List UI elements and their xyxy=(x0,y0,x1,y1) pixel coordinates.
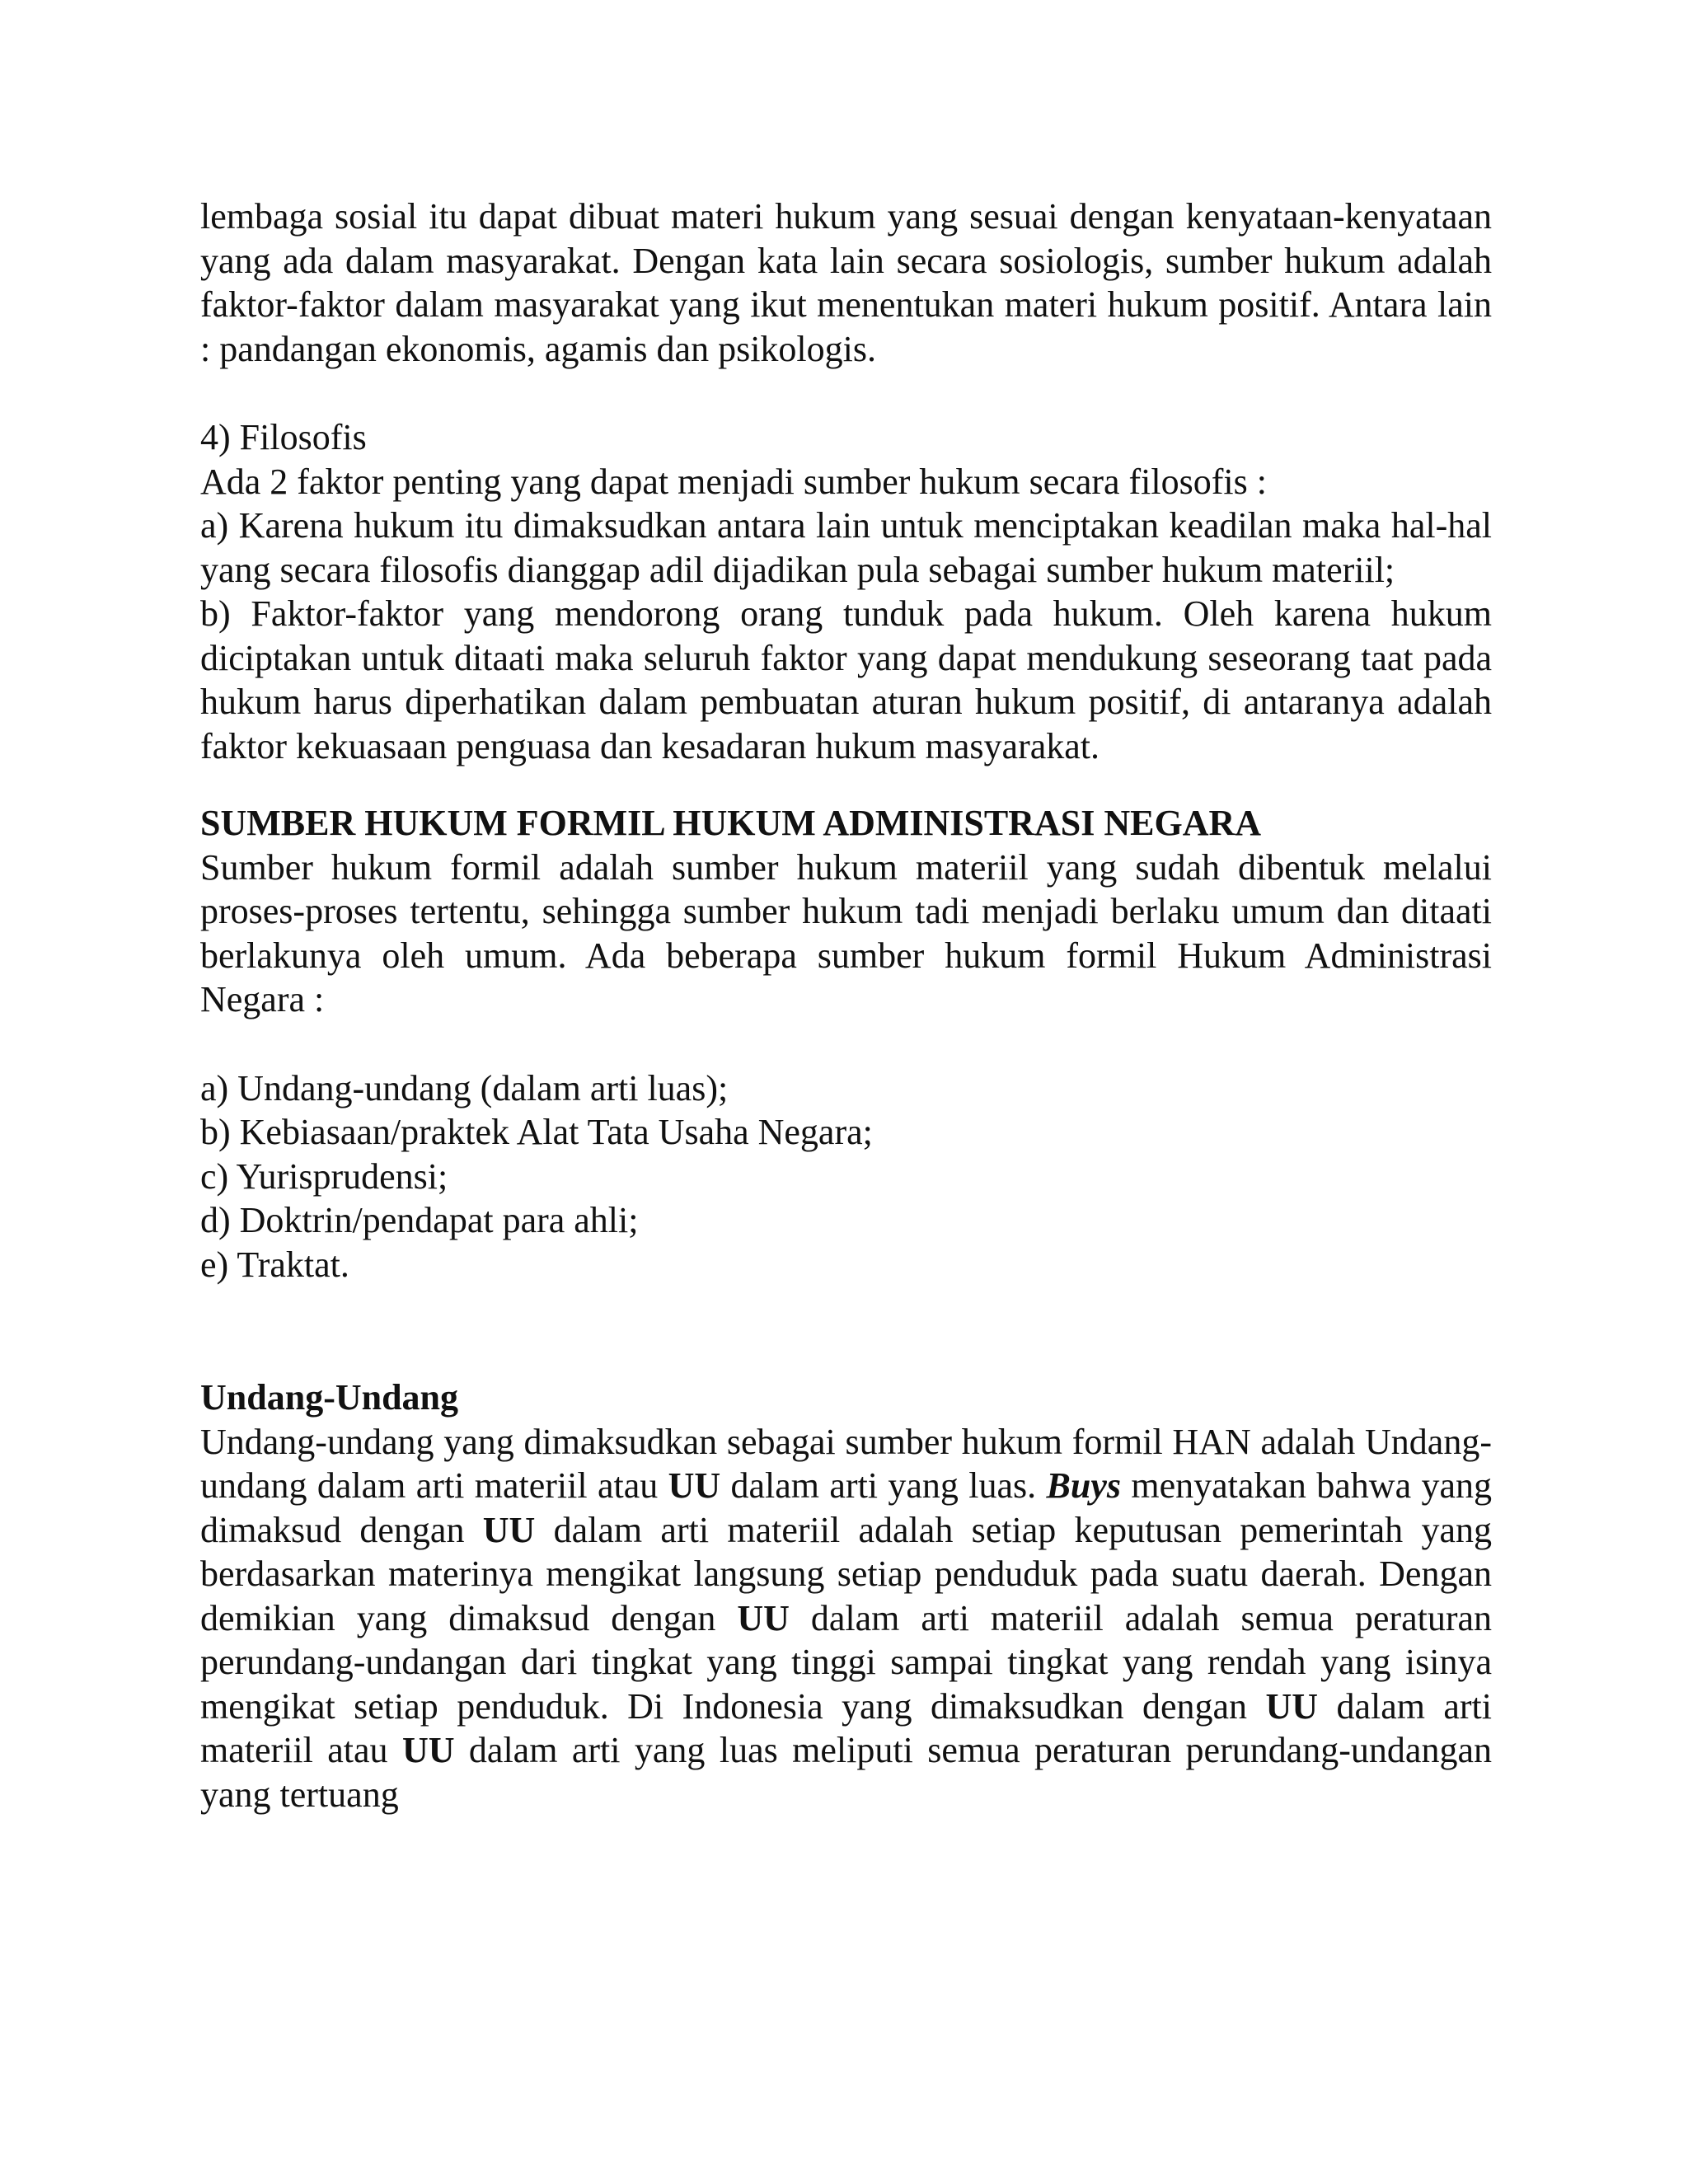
list-item: d) Doktrin/pendapat para ahli; xyxy=(200,1200,639,1240)
bold-term-uu: UU xyxy=(482,1509,536,1550)
text-run: dalam arti materiil adalah semua peraturan perundang-undangan dari tingkat yang tinggi sampai tingkat yang rendah yang isinya mengikat setiap penduduk. Di Indonesia yang dimaksudkan dengan xyxy=(200,1597,1493,1727)
paragraph-sumber-hukum-formil: Sumber hukum formil adalah sumber hukum materiil yang sudah dibentuk melalui proses-proses tertentu, sehingga sumber hukum tadi menjadi berlaku umum dan ditaati berlakunya oleh umum. Ada beberapa sumber hukum formil Hukum Administrasi Negara : xyxy=(200,846,1492,1019)
bold-term-uu: UU xyxy=(737,1597,790,1638)
text-run: dalam arti yang luas meliputi semua peraturan perundang-undangan yang tertuang xyxy=(200,1730,1492,1815)
text-run: dalam arti yang luas. xyxy=(720,1465,1047,1506)
bold-term-uu: UU xyxy=(1265,1685,1319,1727)
spacer xyxy=(200,371,1492,415)
paragraph-sosiologis-continued: lembaga sosial itu dapat dibuat materi hukum yang sesuai dengan kenyataan-kenyataan yang ada dalam masyarakat. Dengan kata lain secara sosiologis, sumber hukum adalah faktor-faktor dalam masyarakat yang ikut menentukan materi hukum positif. Antara lain : pandangan ekonomis, agamis dan psikologis. xyxy=(200,196,1492,369)
bold-term-uu: UU xyxy=(668,1465,721,1506)
subsection-title-filosofis: 4) Filosofis xyxy=(200,417,367,457)
text-run: dalam arti materiil adalah setiap keputusan pemerintah yang berdasarkan materinya mengikat langsung setiap penduduk pada suatu daerah. Dengan demikian yang dimaksud dengan xyxy=(200,1509,1492,1638)
bold-term-uu: UU xyxy=(401,1730,455,1770)
list-item: a) Undang-undang (dalam arti luas); xyxy=(200,1067,729,1108)
filosofis-point-b: b) Faktor-faktor yang mendorong orang tunduk pada hukum. Oleh karena hukum diciptakan untuk ditaati maka seluruh faktor yang dapat mendukung seseorang taat pada hukum harus diperhatikan dalam pembuatan aturan hukum positif, di antaranya adalah faktor kekuasaan penguasa dan kesadaran hukum masyarakat. xyxy=(200,593,1492,766)
list-item: c) Yurisprudensi; xyxy=(200,1155,448,1197)
sumber-hukum-formil-list xyxy=(200,1066,1492,1287)
text-run: Undang-undang yang dimaksudkan sebagai sumber hukum formil HAN adalah Undang-undang dalam arti materiil atau xyxy=(200,1421,1492,1506)
list-item: b) Kebiasaan/praktek Alat Tata Usaha Negara; xyxy=(200,1112,873,1152)
text-run: menyatakan bahwa yang dimaksud dengan xyxy=(200,1465,1492,1550)
filosofis-intro: Ada 2 faktor penting yang dapat menjadi sumber hukum secara filosofis : xyxy=(200,461,1267,502)
text-run: dalam arti materiil atau xyxy=(200,1685,1493,1770)
section-heading-undang-undang: Undang-Undang xyxy=(200,1377,459,1418)
spacer xyxy=(200,1286,1492,1376)
page-content xyxy=(200,194,1492,1816)
spacer xyxy=(200,768,1492,801)
section-heading-sumber-hukum-formil: SUMBER HUKUM FORMIL HUKUM ADMINISTRASI NEGARA xyxy=(200,803,1262,843)
list-item: e) Traktat. xyxy=(200,1244,349,1285)
filosofis-point-a: a) Karena hukum itu dimaksudkan antara lain untuk menciptakan keadilan maka hal-hal yang secara filosofis dianggap adil dijadikan pula sebagai sumber hukum materiil; xyxy=(200,505,1492,590)
author-name-buys: Buys xyxy=(1046,1465,1121,1506)
paragraph-undang-undang xyxy=(200,1420,1492,1817)
spacer xyxy=(200,1022,1492,1066)
